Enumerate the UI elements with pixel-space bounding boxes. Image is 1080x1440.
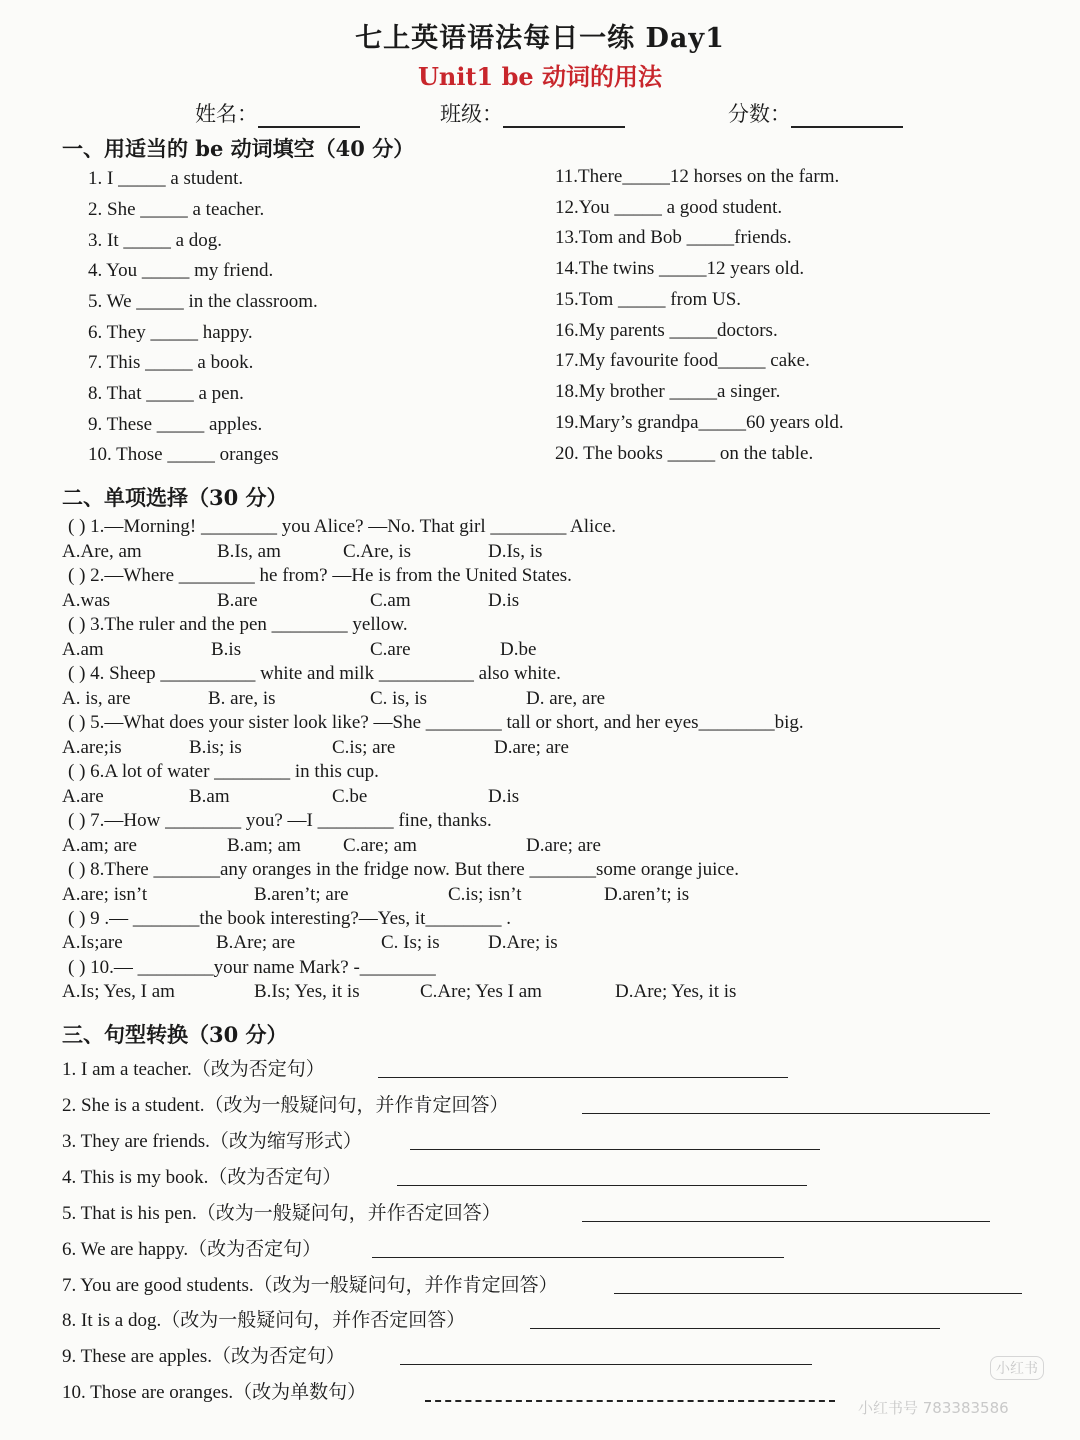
mc-question-stem[interactable]: ( ) 4. Sheep __________ white and milk __________ also white.	[68, 663, 561, 684]
fill-item[interactable]: 18.My brother _____a singer.	[555, 381, 781, 402]
class-field[interactable]	[440, 98, 625, 128]
mc-option[interactable]: D.is	[488, 786, 520, 807]
mc-option[interactable]: C.are; am	[343, 835, 417, 856]
mc-option[interactable]: A.are;is	[62, 737, 122, 758]
mc-option[interactable]: D.Is, is	[488, 541, 543, 562]
mc-option[interactable]: C.am	[370, 590, 411, 611]
answer-line[interactable]	[372, 1257, 784, 1258]
transform-item: 1. I am a teacher.（改为否定句）	[62, 1059, 325, 1080]
transform-item: 5. That is his pen.（改为一般疑问句，并作否定回答）	[62, 1203, 501, 1224]
answer-line[interactable]	[614, 1293, 1022, 1294]
fill-item[interactable]: 1. I _____ a student.	[88, 168, 244, 189]
mc-option[interactable]: B.Is, am	[217, 541, 281, 562]
mc-option[interactable]: B.Is; Yes, it is	[254, 981, 360, 1002]
fill-item[interactable]: 10. Those _____ oranges	[88, 444, 279, 465]
answer-line[interactable]	[378, 1077, 788, 1078]
transform-item: 9. These are apples.（改为否定句）	[62, 1346, 346, 1367]
name-blank[interactable]	[258, 106, 360, 128]
mc-question-stem[interactable]: ( ) 2.—Where ________ he from? —He is from the United States.	[68, 565, 572, 586]
mc-question-stem[interactable]: ( ) 1.—Morning! ________ you Alice? —No. That girl ________ Alice.	[68, 516, 616, 537]
mc-option[interactable]: C.be	[332, 786, 368, 807]
watermark-id: 小红书号 783383586	[858, 1399, 1009, 1417]
mc-option[interactable]: C.is; isn’t	[448, 884, 522, 905]
mc-option[interactable]: D.be	[500, 639, 537, 660]
mc-option[interactable]: C.Are, is	[343, 541, 412, 562]
mc-option[interactable]: A.am	[62, 639, 104, 660]
mc-option[interactable]: A.are; isn’t	[62, 884, 148, 905]
transform-item: 6. We are happy.（改为否定句）	[62, 1239, 322, 1260]
mc-option[interactable]: A.Is;are	[62, 932, 123, 953]
mc-question-stem[interactable]: ( ) 8.There _______any oranges in the fridge now. But there _______some orange juice.	[68, 859, 739, 880]
answer-line[interactable]	[400, 1364, 812, 1365]
answer-line[interactable]	[530, 1328, 940, 1329]
page-title: 七上英语语法每日一练 Day1	[355, 23, 725, 54]
mc-option[interactable]: C. Is; is	[381, 932, 440, 953]
mc-option[interactable]: B.am	[189, 786, 230, 807]
answer-line[interactable]	[425, 1400, 835, 1402]
fill-item[interactable]: 16.My parents _____doctors.	[555, 320, 778, 341]
mc-option[interactable]: A.Are, am	[62, 541, 142, 562]
mc-option[interactable]: A.are	[62, 786, 104, 807]
fill-item[interactable]: 6. They _____ happy.	[88, 322, 253, 343]
mc-question-stem[interactable]: ( ) 5.—What does your sister look like? —She ________ tall or short, and her eyes________big.	[68, 712, 804, 733]
mc-option[interactable]: D.Are; Yes, it is	[615, 981, 737, 1002]
transform-item: 3. They are friends.（改为缩写形式）	[62, 1131, 362, 1152]
mc-option[interactable]: B.am; am	[227, 835, 301, 856]
section2-heading: 二、单项选择（30 分）	[62, 485, 288, 510]
class-label: 班级：	[440, 102, 503, 126]
mc-option[interactable]: B. are, is	[208, 688, 276, 709]
fill-item[interactable]: 17.My favourite food_____ cake.	[555, 350, 810, 371]
mc-option[interactable]: C. is, is	[370, 688, 428, 709]
score-blank[interactable]	[791, 106, 903, 128]
fill-item[interactable]: 19.Mary’s grandpa_____60 years old.	[555, 412, 844, 433]
fill-item[interactable]: 11.There_____12 horses on the farm.	[555, 166, 840, 187]
mc-option[interactable]: B.Are; are	[216, 932, 296, 953]
fill-item[interactable]: 4. You _____ my friend.	[88, 260, 274, 281]
mc-option[interactable]: B.aren’t; are	[254, 884, 349, 905]
name-field[interactable]	[195, 98, 360, 128]
mc-option[interactable]: A.Is; Yes, I am	[62, 981, 175, 1002]
mc-option[interactable]: C.are	[370, 639, 411, 660]
mc-question-stem[interactable]: ( ) 7.—How ________ you? —I ________ fine, thanks.	[68, 810, 492, 831]
mc-option[interactable]: A. is, are	[62, 688, 131, 709]
fill-item[interactable]: 14.The twins _____12 years old.	[555, 258, 805, 279]
fill-item[interactable]: 20. The books _____ on the table.	[555, 443, 814, 464]
score-label: 分数：	[728, 102, 791, 126]
answer-line[interactable]	[410, 1149, 820, 1150]
mc-option[interactable]: C.Are; Yes I am	[420, 981, 542, 1002]
fill-item[interactable]: 8. That _____ a pen.	[88, 383, 244, 404]
mc-question-stem[interactable]: ( ) 10.— ________your name Mark? -________	[68, 957, 436, 978]
fill-item[interactable]: 12.You _____ a good student.	[555, 197, 783, 218]
mc-question-stem[interactable]: ( ) 6.A lot of water ________ in this cup.	[68, 761, 379, 782]
mc-option[interactable]: B.are	[217, 590, 258, 611]
transform-item: 7. You are good students.（改为一般疑问句，并作肯定回答）	[62, 1275, 558, 1296]
mc-option[interactable]: D.are; are	[494, 737, 569, 758]
mc-option[interactable]: B.is	[211, 639, 242, 660]
mc-option[interactable]: B.is; is	[189, 737, 242, 758]
section3-heading: 三、句型转换（30 分）	[62, 1022, 288, 1047]
fill-item[interactable]: 5. We _____ in the classroom.	[88, 291, 318, 312]
mc-option[interactable]: C.is; are	[332, 737, 396, 758]
name-label: 姓名：	[195, 102, 258, 126]
answer-line[interactable]	[582, 1113, 990, 1114]
answer-line[interactable]	[582, 1221, 990, 1222]
mc-option[interactable]: A.was	[62, 590, 111, 611]
mc-question-stem[interactable]: ( ) 3.The ruler and the pen ________ yellow.	[68, 614, 408, 635]
mc-option[interactable]: D.aren’t; is	[604, 884, 690, 905]
mc-option[interactable]: D.are; are	[526, 835, 601, 856]
section1-heading: 一、用适当的 be 动词填空（40 分）	[62, 136, 415, 161]
mc-option[interactable]: D.Are; is	[488, 932, 558, 953]
fill-item[interactable]: 7. This _____ a book.	[88, 352, 254, 373]
mc-option[interactable]: A.am; are	[62, 835, 137, 856]
transform-item: 8. It is a dog.（改为一般疑问句，并作否定回答）	[62, 1310, 466, 1331]
page-subtitle: Unit1 be 动词的用法	[417, 62, 663, 91]
transform-item: 2. She is a student.（改为一般疑问句，并作肯定回答）	[62, 1095, 509, 1116]
mc-option[interactable]: D. are, are	[526, 688, 606, 709]
fill-item[interactable]: 3. It _____ a dog.	[88, 230, 223, 251]
score-field[interactable]	[728, 98, 903, 128]
transform-item: 10. Those are oranges.（改为单数句）	[62, 1382, 367, 1403]
watermark-logo: 小红书	[990, 1356, 1044, 1380]
fill-item[interactable]: 15.Tom _____ from US.	[555, 289, 742, 310]
fill-item[interactable]: 13.Tom and Bob _____friends.	[555, 227, 792, 248]
fill-item[interactable]: 9. These _____ apples.	[88, 414, 263, 435]
class-blank[interactable]	[503, 106, 625, 128]
fill-item[interactable]: 2. She _____ a teacher.	[88, 199, 265, 220]
mc-question-stem[interactable]: ( ) 9 .— _______the book interesting?—Yes, it________ .	[68, 908, 511, 929]
transform-item: 4. This is my book.（改为否定句）	[62, 1167, 342, 1188]
answer-line[interactable]	[397, 1185, 807, 1186]
mc-option[interactable]: D.is	[488, 590, 520, 611]
